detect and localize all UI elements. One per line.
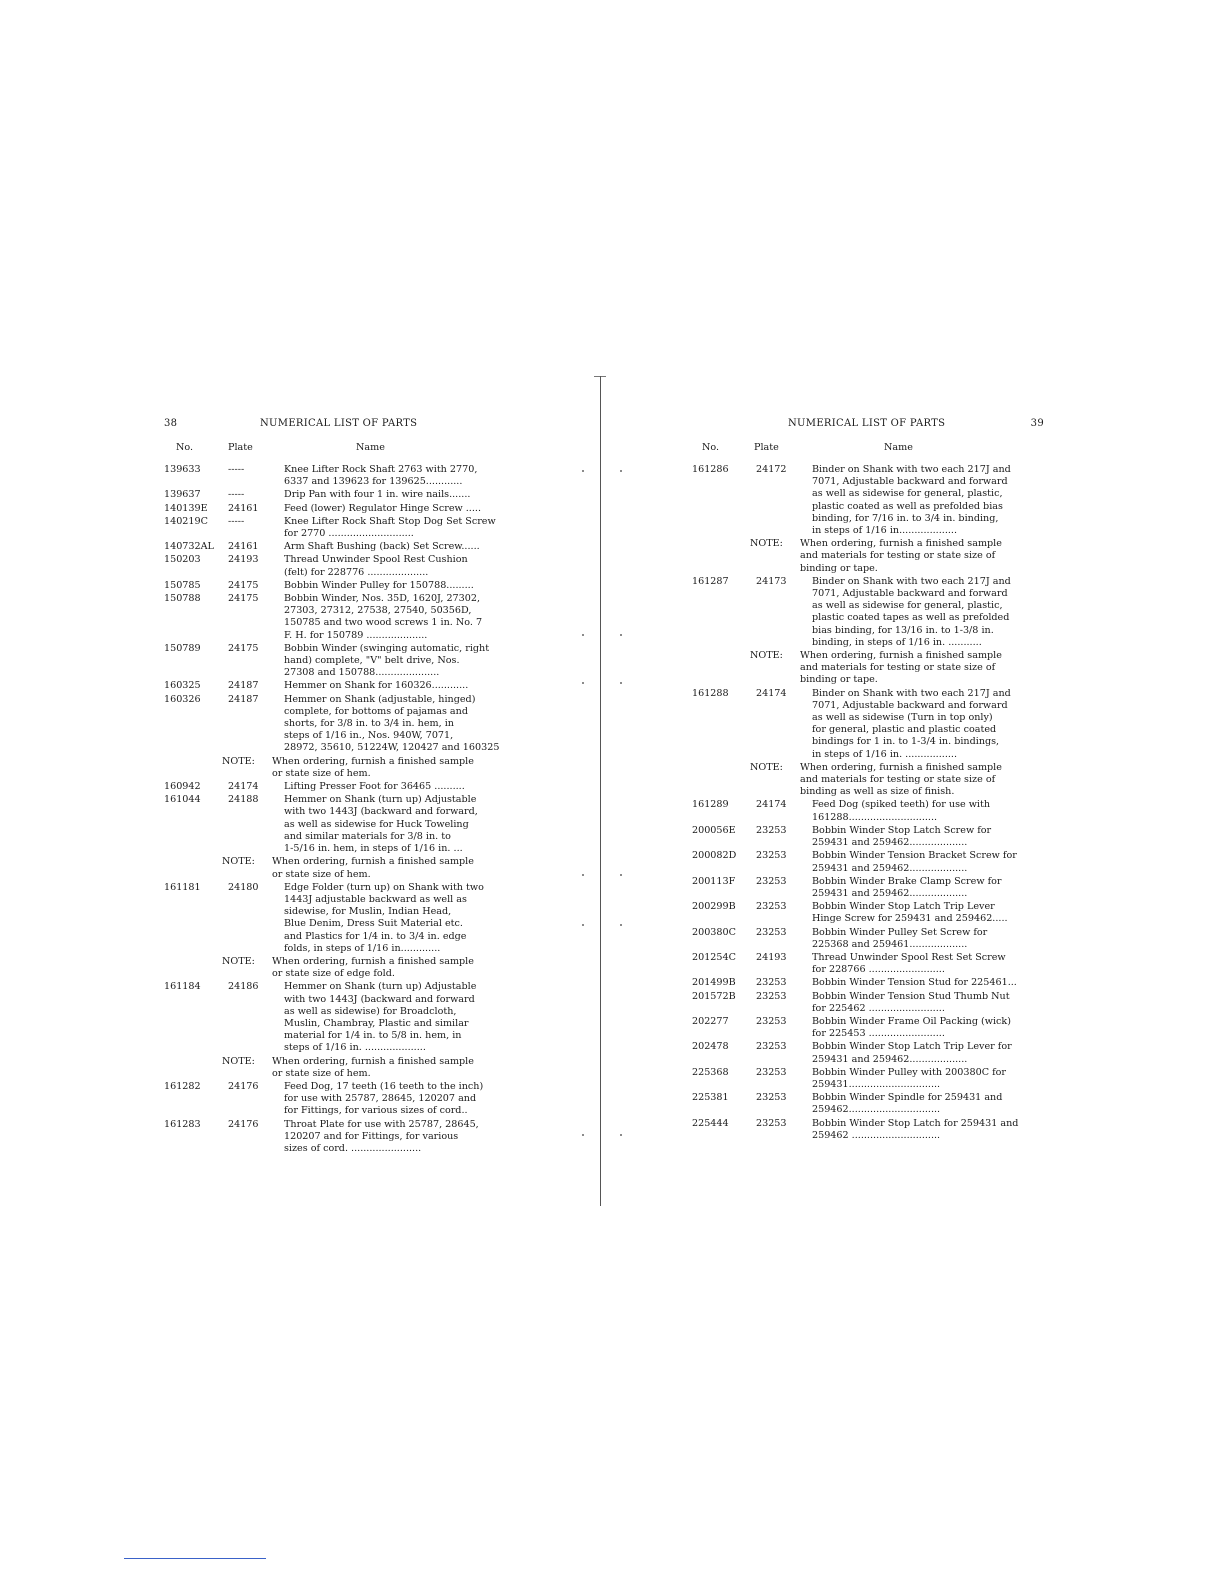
scan-speck	[582, 924, 584, 926]
part-number: 160326	[164, 693, 201, 705]
right-page	[688, 418, 1048, 1143]
part-number: 139633	[164, 464, 201, 475]
note-label: NOTE:	[750, 761, 783, 773]
part-number: 200380C	[692, 926, 736, 938]
note-row	[160, 1056, 520, 1080]
plate-number: 23253	[756, 875, 787, 887]
part-row	[688, 464, 1048, 537]
plate-number: -----	[228, 515, 245, 527]
part-name: Bobbin Winder Frame Oil Packing (wick) for 225453 .........................	[812, 1015, 1011, 1040]
right-running-head	[688, 418, 1048, 434]
part-name: Bobbin Winder Tension Bracket Screw for 259431 and 259462...................	[812, 850, 1017, 874]
part-row	[160, 489, 520, 501]
plate-number: 24174	[756, 687, 787, 699]
plate-number: 24161	[228, 502, 259, 514]
part-number: 225444	[692, 1117, 729, 1129]
plate-number: 24173	[756, 575, 787, 587]
part-name: Hemmer on Shank (turn up) Adjustable with two 1443J (backward and forward, as well as sidewise for Huck Toweling and similar materials for 3/8 in. to 1-5/16 in. hem, in steps of 1/16 in. ...	[284, 794, 478, 855]
part-name: Binder on Shank with two each 217J and 7071, Adjustable backward and forward as well as sidewise for general, plastic, plastic coated as well as prefolded bias binding, for 7/16 in. to 3/4 in. binding, in steps of 1/16 in...................	[812, 464, 1011, 537]
right-running-title: NUMERICAL LIST OF PARTS	[788, 418, 946, 429]
plate-number: 23253	[756, 926, 787, 938]
note-row	[688, 762, 1048, 799]
part-number: 140219C	[164, 515, 208, 527]
note-text: When ordering, furnish a finished sample and materials for testing or state size of binding or tape.	[800, 650, 1002, 686]
part-row	[688, 1118, 1048, 1142]
part-row	[160, 1119, 520, 1156]
right-parts-list	[688, 464, 1048, 1142]
column-header-plate: Plate	[754, 442, 779, 453]
note-label: NOTE:	[750, 538, 783, 550]
note-label: NOTE:	[222, 1055, 255, 1067]
part-number: 160942	[164, 781, 201, 793]
plate-number: 24187	[228, 693, 259, 705]
part-number: 202277	[692, 1015, 729, 1027]
plate-number: 23253	[756, 1117, 787, 1129]
part-name: Bobbin Winder Stop Latch Screw for 259431 and 259462...................	[812, 824, 992, 849]
part-number: 200082D	[692, 850, 737, 862]
part-number: 150788	[164, 593, 201, 605]
scan-speck	[582, 634, 584, 636]
part-row	[160, 1081, 520, 1118]
part-row	[160, 680, 520, 692]
note-text: When ordering, furnish a finished sample or state size of hem.	[272, 856, 474, 880]
left-page	[160, 418, 520, 1156]
column-header-no: No.	[702, 442, 720, 453]
plate-number: 23253	[756, 1041, 787, 1053]
plate-number: 24187	[228, 680, 259, 692]
note-label: NOTE:	[222, 856, 255, 868]
plate-number: 24174	[228, 781, 259, 793]
note-text: When ordering, furnish a finished sample and materials for testing or state size of binding as well as size of finish.	[800, 761, 1002, 798]
part-row	[688, 952, 1048, 976]
note-label: NOTE:	[222, 955, 255, 967]
part-name: Throat Plate for use with 25787, 28645, 120207 and for Fittings, for various sizes of cord. .......................	[284, 1118, 479, 1154]
part-name: Bobbin Winder Tension Stud for 225461...	[812, 977, 1017, 989]
left-column-headers	[160, 442, 520, 464]
part-name: Edge Folder (turn up) on Shank with two 1443J adjustable backward as well as sidewise, for Muslin, Indian Head, Blue Denim, Dress Suit Material etc. and Plastics for 1/4 in. to 3/4 in. edge folds, in steps of 1/16 in.............	[284, 881, 484, 954]
part-row	[160, 554, 520, 578]
part-row	[160, 580, 520, 592]
part-row	[160, 981, 520, 1054]
part-row	[688, 576, 1048, 649]
part-name: Bobbin Winder Brake Clamp Screw for 259431 and 259462...................	[812, 875, 1002, 899]
plate-number: 24176	[228, 1118, 259, 1130]
part-row	[688, 977, 1048, 989]
bottom-blue-rule	[124, 1558, 266, 1559]
plate-number: 24193	[228, 554, 259, 566]
part-number: 161282	[164, 1080, 201, 1092]
part-name: Feed Dog (spiked teeth) for use with 161288.............................	[812, 799, 991, 823]
part-name: Thread Unwinder Spool Rest Set Screw for 228766 .........................	[812, 951, 1006, 976]
part-row	[688, 876, 1048, 900]
note-text: When ordering, furnish a finished sample or state size of hem.	[272, 755, 474, 779]
plate-number: 23253	[756, 1066, 787, 1078]
part-row	[688, 799, 1048, 823]
part-row	[688, 688, 1048, 761]
scan-speck	[582, 1134, 584, 1136]
part-name: Bobbin Winder (swinging automatic, right hand) complete, "V" belt drive, Nos. 27308 and 150788.....................	[284, 642, 490, 679]
part-number: 161181	[164, 881, 201, 893]
part-name: Bobbin Winder Pulley for 150788.........	[284, 579, 474, 591]
scan-speck	[582, 682, 584, 684]
part-row	[688, 927, 1048, 951]
part-number: 225368	[692, 1066, 729, 1078]
part-row	[160, 643, 520, 680]
part-number: 225381	[692, 1092, 729, 1104]
scan-speck	[620, 1134, 622, 1136]
part-name: Bobbin Winder Stop Latch Trip Lever for 259431 and 259462...................	[812, 1041, 1012, 1065]
plate-number: -----	[228, 489, 245, 501]
part-number: 201572B	[692, 990, 736, 1002]
part-row	[688, 1092, 1048, 1116]
part-number: 200299B	[692, 901, 736, 913]
part-row	[688, 991, 1048, 1015]
left-running-title: NUMERICAL LIST OF PARTS	[260, 418, 418, 429]
part-number: 202478	[692, 1041, 729, 1053]
plate-number: 24175	[228, 593, 259, 605]
plate-number: 23253	[756, 850, 787, 862]
part-name: Binder on Shank with two each 217J and 7071, Adjustable backward and forward as well as sidewise for general, plastic, plastic coated tapes as well as prefolded bias binding, for 13/16 in. to 1-3/8 in. binding, in steps of 1/16 in. ...........	[812, 575, 1011, 648]
column-header-plate: Plate	[228, 442, 253, 453]
plate-number: 24172	[756, 464, 787, 475]
column-header-no: No.	[176, 442, 194, 453]
part-number: 161287	[692, 575, 729, 587]
part-number: 161289	[692, 799, 729, 811]
plate-number: 23253	[756, 901, 787, 913]
plate-number: 24188	[228, 794, 259, 806]
part-name: Bobbin Winder Spindle for 259431 and 259462..............................	[812, 1092, 1003, 1116]
note-text: When ordering, furnish a finished sample and materials for testing or state size of binding or tape.	[800, 538, 1002, 574]
note-label: NOTE:	[750, 650, 783, 662]
scan-speck	[620, 682, 622, 684]
part-row	[160, 694, 520, 755]
part-name: Hemmer on Shank for 160326............	[284, 680, 469, 692]
part-number: 161184	[164, 981, 201, 993]
scan-speck	[620, 634, 622, 636]
part-number: 161044	[164, 794, 201, 806]
book-gutter	[600, 376, 601, 1206]
plate-number: 24193	[756, 951, 787, 963]
part-row	[160, 503, 520, 515]
plate-number: 24175	[228, 579, 259, 591]
part-name: Binder on Shank with two each 217J and 7071, Adjustable backward and forward as well as sidewise (Turn in top only) for general, plastic and plastic coated bindings for 1 in. to 1-3/4 in. bindings, in steps of 1/16 in. .................	[812, 687, 1011, 760]
part-name: Bobbin Winder Stop Latch Trip Lever Hinge Screw for 259431 and 259462.....	[812, 901, 1008, 925]
scan-speck	[582, 470, 584, 472]
scan-speck	[620, 874, 622, 876]
note-label: NOTE:	[222, 755, 255, 767]
plate-number: 24175	[228, 642, 259, 654]
part-row	[160, 593, 520, 642]
part-name: Bobbin Winder Tension Stud Thumb Nut for 225462 .........................	[812, 990, 1010, 1014]
part-row	[160, 541, 520, 553]
part-row	[688, 1067, 1048, 1091]
part-name: Lifting Presser Foot for 36465 ..........	[284, 781, 465, 793]
part-row	[688, 825, 1048, 849]
plate-number: 23253	[756, 824, 787, 836]
left-page-number: 38	[164, 418, 178, 429]
plate-number: 24186	[228, 981, 259, 993]
plate-number: 23253	[756, 977, 787, 989]
note-row	[160, 856, 520, 880]
part-number: 200056E	[692, 824, 736, 836]
part-number: 161288	[692, 687, 729, 699]
part-number: 161283	[164, 1118, 201, 1130]
left-running-head	[160, 418, 520, 434]
part-name: Bobbin Winder Pulley Set Screw for 225368 and 259461...................	[812, 926, 988, 950]
part-name: Knee Lifter Rock Shaft Stop Dog Set Screw for 2770 ............................	[284, 515, 496, 540]
part-number: 201254C	[692, 951, 736, 963]
part-row	[160, 794, 520, 855]
part-name: Arm Shaft Bushing (back) Set Screw......	[284, 541, 480, 553]
note-row	[688, 538, 1048, 575]
column-header-name: Name	[356, 442, 385, 453]
part-row	[160, 882, 520, 955]
part-row	[688, 1016, 1048, 1040]
part-number: 140139E	[164, 502, 208, 514]
plate-number: 23253	[756, 1015, 787, 1027]
right-page-number: 39	[1030, 418, 1044, 429]
part-number: 160325	[164, 680, 201, 692]
note-row	[688, 650, 1048, 687]
part-number: 140732AL	[164, 541, 214, 553]
part-name: Hemmer on Shank (adjustable, hinged) complete, for bottoms of pajamas and shorts, for 3/8 in. to 3/4 in. hem, in steps of 1/16 in., Nos. 940W, 7071, 28972, 35610, 51224W, 120427 and 160325	[284, 693, 500, 754]
part-number: 139637	[164, 489, 201, 501]
part-name: Hemmer on Shank (turn up) Adjustable with two 1443J (backward and forward as well as sidewise) for Broadcloth, Muslin, Chambray, Plastic and similar material for 1/4 in. to 5/8 in. hem, in steps of 1/16 in. ....................	[284, 981, 477, 1054]
part-name: Feed (lower) Regulator Hinge Screw .....	[284, 502, 482, 514]
plate-number: 24176	[228, 1080, 259, 1092]
note-text: When ordering, furnish a finished sample or state size of hem.	[272, 1055, 474, 1079]
part-name: Bobbin Winder, Nos. 35D, 1620J, 27302, 27303, 27312, 27538, 27540, 50356D, 150785 and two wood screws 1 in. No. 7 F. H. for 150789 ....................	[284, 593, 483, 641]
part-number: 201499B	[692, 977, 736, 989]
part-row	[160, 516, 520, 540]
part-row	[688, 850, 1048, 874]
plate-number: -----	[228, 464, 245, 475]
part-row	[160, 464, 520, 488]
plate-number: 24161	[228, 541, 259, 553]
part-number: 150785	[164, 579, 201, 591]
plate-number: 23253	[756, 1092, 787, 1104]
part-row	[688, 901, 1048, 925]
plate-number: 23253	[756, 990, 787, 1002]
part-name: Bobbin Winder Pulley with 200380C for 259431..............................	[812, 1066, 1007, 1090]
scan-speck	[620, 470, 622, 472]
left-parts-list	[160, 464, 520, 1155]
plate-number: 24174	[756, 799, 787, 811]
part-name: Knee Lifter Rock Shaft 2763 with 2770, 6337 and 139623 for 139625............	[284, 464, 478, 488]
note-text: When ordering, furnish a finished sample or state size of edge fold.	[272, 955, 474, 980]
part-number: 200113F	[692, 875, 736, 887]
part-name: Bobbin Winder Stop Latch for 259431 and 259462 .............................	[812, 1117, 1019, 1141]
part-name: Feed Dog, 17 teeth (16 teeth to the inch) for use with 25787, 28645, 120207 and for Fittings, for various sizes of cord..	[284, 1080, 484, 1117]
part-row	[688, 1041, 1048, 1065]
note-row	[160, 756, 520, 780]
scan-speck	[582, 874, 584, 876]
plate-number: 24180	[228, 881, 259, 893]
note-row	[160, 956, 520, 980]
part-number: 150789	[164, 642, 201, 654]
part-row	[160, 781, 520, 793]
column-header-name: Name	[884, 442, 913, 453]
part-number: 150203	[164, 554, 201, 566]
part-name: Drip Pan with four 1 in. wire nails.......	[284, 489, 471, 501]
right-column-headers	[688, 442, 1048, 464]
scan-speck	[620, 924, 622, 926]
part-number: 161286	[692, 464, 729, 475]
part-name: Thread Unwinder Spool Rest Cushion (felt) for 228776 ....................	[284, 554, 468, 578]
